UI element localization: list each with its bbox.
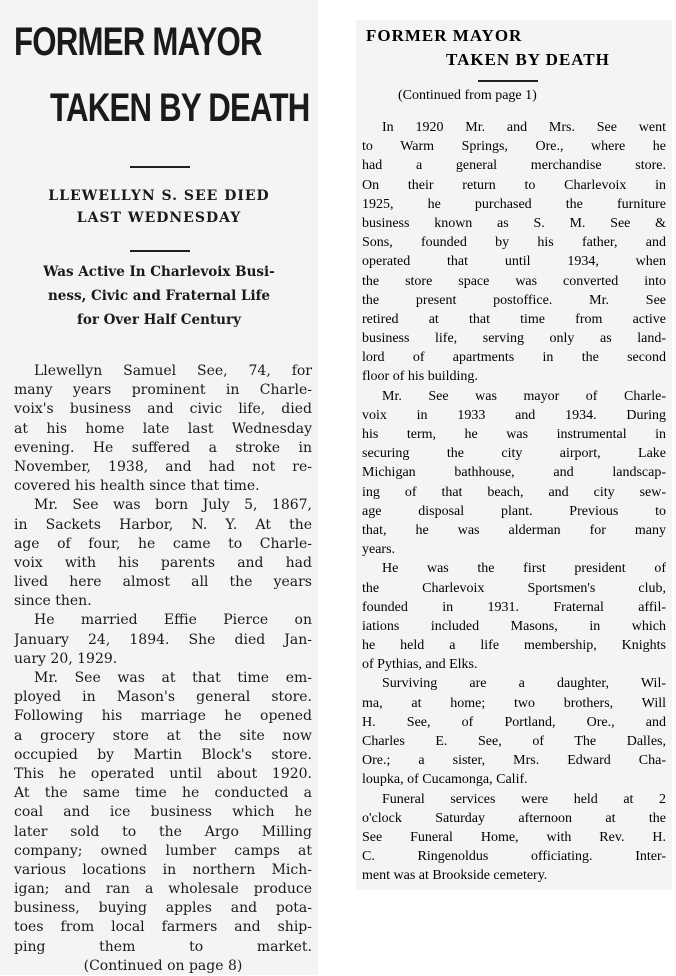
article-line: November, 1938, and had not re- (14, 458, 312, 475)
article-line: iations included Masons, in which (362, 618, 666, 634)
subhead-divider (130, 250, 190, 252)
article-line: Sons, founded by his father, and (362, 235, 666, 251)
article-line: voix with his parents and had (14, 554, 312, 571)
article-line: He married Effie Pierce on (34, 612, 312, 629)
article-line: since then. (14, 593, 92, 610)
article-line: at his home late last Wednesday (14, 420, 312, 437)
article-line: ping them to market. (14, 938, 312, 955)
article-line: Mr. See was born July 5, 1867, (34, 497, 312, 514)
headline-line-1: FORMER MAYOR (14, 20, 262, 64)
article-line: uary 20, 1929. (14, 650, 118, 667)
article-line: 1925, he purchased the furniture (362, 196, 666, 212)
left-clipping (0, 0, 318, 975)
article-line: Mr. See was at that time em- (34, 670, 312, 686)
continued-from-note: (Continued from page 1) (398, 88, 537, 103)
article-line: voix's business and civic life, died (14, 401, 312, 418)
article-line: floor of his building. (362, 369, 478, 385)
article-line: H. See, of Portland, Ore., and (362, 714, 666, 730)
article-line: (Continued on page 8) (83, 957, 243, 974)
article-line: Llewellyn Samuel See, 74, for (34, 363, 312, 379)
article-line: C. Ringenoldus officiating. Inter- (362, 849, 666, 865)
article-line: igan; and ran a wholesale produce (14, 881, 312, 898)
subhead-line-1: LLEWELLYN S. SEE DIED (48, 188, 270, 204)
article-line: ment was at Brookside cemetery. (362, 868, 548, 884)
article-line: loupka, of Cucamonga, Calif. (362, 772, 528, 788)
article-line: business life, serving only as land- (362, 331, 666, 347)
article-line: o'clock Saturday afternoon at the (362, 810, 666, 826)
article-line: the store space was converted into (362, 273, 666, 289)
article-line: founded in 1931. Fraternal affil- (362, 599, 666, 615)
article-line: Michigan bathhouse, and landscap- (362, 465, 666, 481)
subhead-line-2: LAST WEDNESDAY (76, 210, 242, 226)
headline-divider (130, 166, 190, 168)
article-line: ing of that beach, and city sew- (362, 484, 666, 500)
continued-headline-divider (478, 80, 538, 82)
article-line: lived here almost all the years (14, 574, 312, 591)
article-line: securing the city airport, Lake (362, 446, 666, 462)
article-line: later sold to the Argo Milling (14, 823, 312, 840)
article-line: occupied by Martin Block's store. (14, 746, 312, 763)
article-line: operated that until 1934, when (362, 254, 666, 270)
article-line: company; owned lumber camps at (14, 842, 312, 859)
article-line: he held a life membership, Knights (362, 638, 666, 654)
article-line: Following his marriage he opened (14, 708, 312, 725)
article-body-left (14, 362, 312, 976)
deck-line-1: Was Active In Charlevoix Busi- (43, 264, 275, 280)
article-line: coal and ice business which he (14, 804, 312, 821)
article-line: the present postoffice. Mr. See (362, 292, 666, 308)
article-line: Surviving are a daughter, Wil- (382, 676, 666, 692)
article-line: Charles E. See, of The Dalles, (362, 734, 666, 749)
article-body-right (362, 118, 666, 886)
article-line: Funeral services were held at 2 (382, 791, 666, 807)
article-line: Mr. See was mayor of Charle- (382, 388, 666, 404)
article-line: At the same time he conducted a (14, 785, 312, 802)
article-line: He was the first president of (382, 561, 666, 577)
continued-headline-line-2: TAKEN BY DEATH (446, 50, 610, 69)
article-line: his term, he was instrumental in (362, 427, 666, 442)
article-line: evening. He suffered a stroke in (14, 439, 312, 456)
article-line: in Sackets Harbor, N. Y. At the (14, 516, 312, 533)
deck-line-2: ness, Civic and Fraternal Life (47, 288, 271, 304)
article-line: age of four, he came to Charle- (14, 535, 312, 552)
article-line: various locations in northern Mich- (14, 861, 312, 878)
article-line: ployed in Mason's general store. (14, 689, 312, 706)
deck-line-3: for Over Half Century (77, 312, 241, 328)
article-line: business known as S. M. See & (362, 215, 666, 231)
article-line: to Warm Springs, Ore., where he (362, 139, 666, 155)
article-line: Ore.; a sister, Mrs. Edward Cha- (362, 753, 666, 769)
article-line: of Pythias, and Elks. (362, 657, 478, 673)
article-line: This he operated until about 1920. (14, 765, 312, 782)
article-line: ma, at home; two brothers, Will (362, 695, 666, 711)
article-line: many years prominent in Charle- (14, 382, 312, 399)
article-line: January 24, 1894. She died Jan- (14, 631, 312, 648)
article-line: age disposal plant. Previous to (362, 503, 666, 519)
article-line: had a general merchandise store. (362, 158, 666, 174)
article-line: business, buying apples and pota- (14, 900, 312, 917)
article-line: that, he was alderman for many (362, 522, 666, 538)
article-line: a grocery store at the site now (14, 727, 312, 744)
headline-line-2: TAKEN BY DEATH (50, 86, 310, 130)
article-line: See Funeral Home, with Rev. H. (362, 829, 666, 845)
article-line: On their return to Charlevoix in (362, 177, 666, 193)
article-line: voix in 1933 and 1934. During (362, 407, 666, 423)
continued-headline-line-1: FORMER MAYOR (366, 26, 523, 45)
article-line: lord of apartments in the second (362, 350, 666, 366)
article-line: the Charlevoix Sportsmen's club, (362, 580, 666, 596)
article-line: covered his health since that time. (14, 478, 260, 495)
article-line: toes from local farmers and ship- (14, 919, 312, 936)
article-line: years. (362, 542, 396, 558)
article-line: retired at that time from active (362, 311, 666, 327)
article-line: In 1920 Mr. and Mrs. See went (382, 120, 666, 135)
